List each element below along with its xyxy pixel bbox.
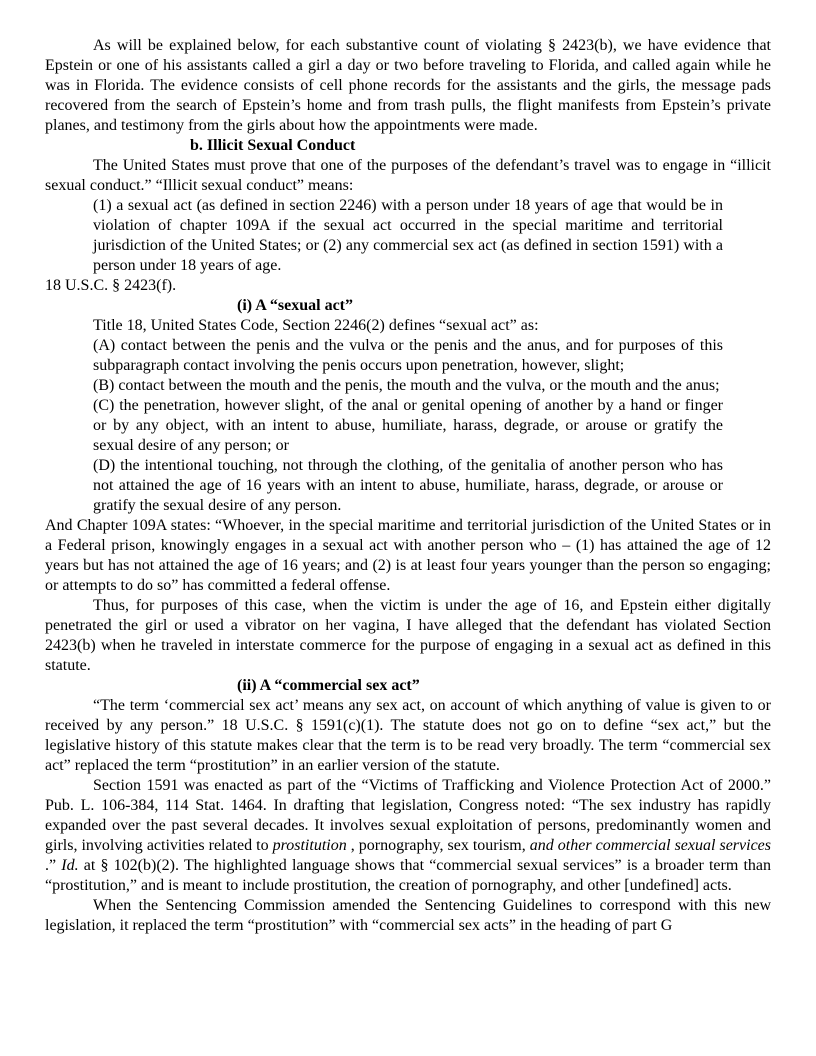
heading-commercial-sex-act: (ii) A “commercial sex act” [237,677,420,694]
paragraph-chapter-109a: And Chapter 109A states: “Whoever, in the special maritime and territorial jurisdiction of the United States or in a Federal prison, knowingly engages in a sexual act with another person who – (1) has attained the age of 12 years but has not attained the age of 16 years; and (2) is at least four years younger than the person so engaging; or attempts to do so” has committed a federal offense. [45,517,771,594]
italic-run: prostitution [272,837,347,854]
paragraph-term-definition: “The term ‘commercial sex act’ means any sex act, on account of which anything of value is given to or received by any person.” 18 U.S.C. § 1591(c)(1). The statute does not go on to define “sex act,” but the legislative history of this statute makes clear that the term is to be read very broadly. The term “commercial sex act” replaced the term “prostitution” in an earlier version of the statute. [45,697,771,774]
paragraph-evidence: As will be explained below, for each substantive count of violating § 2423(b), we have evidence that Epstein or one of his assistants called a girl a day or two before traveling to Florida, and called again while he was in Florida. The evidence consists of cell phone records for the assistants and the girls, the message pads recovered from the search of Epstein’s home and from trash pulls, the flight manifests from Epstein’s private planes, and testimony from the girls about how the appointments were made. [45,37,771,134]
text-run: at § 102(b)(2). The highlighted language shows that “commercial sexual services” is a broader term than “prostitution,” and is meant to include prostitution, the creation of pornography, and other [undefined] acts. [45,857,772,894]
block-quote-item-c: (C) the penetration, however slight, of the anal or genital opening of another by a hand or finger or by any object, with an intent to abuse, humiliate, harass, degrade, or arouse or gratify the sexual desire of any person; or [93,397,723,454]
text-run: Section 1591 was enacted as part of the “Victims of Trafficking and Violence Protection Act of 2000.” Pub. L. 106-384, 114 Stat. 1464. In drafting that legislation, Congress noted: “The sex industry has rapidly expanded over the past several decades. It involves sexual exploitation of persons, predominantly women and girls, involving activities related to [45,777,771,854]
paragraph-section-1591 [45,776,771,896]
italic-run: Id. [61,857,79,874]
block-quote-illicit-definition: (1) a sexual act (as defined in section 2246) with a person under 18 years of age that would be in violation of chapter 109A if the sexual act occurred in the special maritime and territorial jurisdiction of the United States; or (2) any commercial sex act (as defined in section 1591) with a person under 18 years of age. [93,197,723,274]
heading-illicit-sexual-conduct: b. Illicit Sexual Conduct [190,137,356,154]
text-run: .” [45,857,62,874]
text-run: , pornography, sex tourism, [346,837,530,854]
block-quote-item-b: (B) contact between the mouth and the penis, the mouth and the vulva, or the mouth and the anus; [93,377,720,394]
italic-run: and other commercial sexual services [529,837,771,854]
block-quote-item-a: (A) contact between the penis and the vulva or the penis and the anus, and for purposes of this subparagraph contact involving the penis occurs upon penetration, however, slight; [93,337,723,374]
heading-sexual-act: (i) A “sexual act” [237,297,353,314]
paragraph-thus: Thus, for purposes of this case, when the victim is under the age of 16, and Epstein either digitally penetrated the girl or used a vibrator on her vagina, I have alleged that the defendant has violated Section 2423(b) when he traveled in interstate commerce for the purpose of engaging in a sexual act as defined in this statute. [45,597,771,674]
paragraph-sentencing-commission: When the Sentencing Commission amended the Sentencing Guidelines to correspond with this new legislation, it replaced the term “prostitution” with “commercial sex acts” in the heading of part G [45,897,771,934]
citation-2423f: 18 U.S.C. § 2423(f). [45,277,177,294]
document-page [45,36,771,936]
paragraph-2246-defines: Title 18, United States Code, Section 2246(2) defines “sexual act” as: [93,317,539,334]
block-quote-item-d: (D) the intentional touching, not through the clothing, of the genitalia of another person who has not attained the age of 16 years with an intent to abuse, humiliate, harass, degrade, or arouse or gratify the sexual desire of any person. [93,457,723,514]
paragraph-must-prove: The United States must prove that one of the purposes of the defendant’s travel was to engage in “illicit sexual conduct.” “Illicit sexual conduct” means: [45,157,771,194]
